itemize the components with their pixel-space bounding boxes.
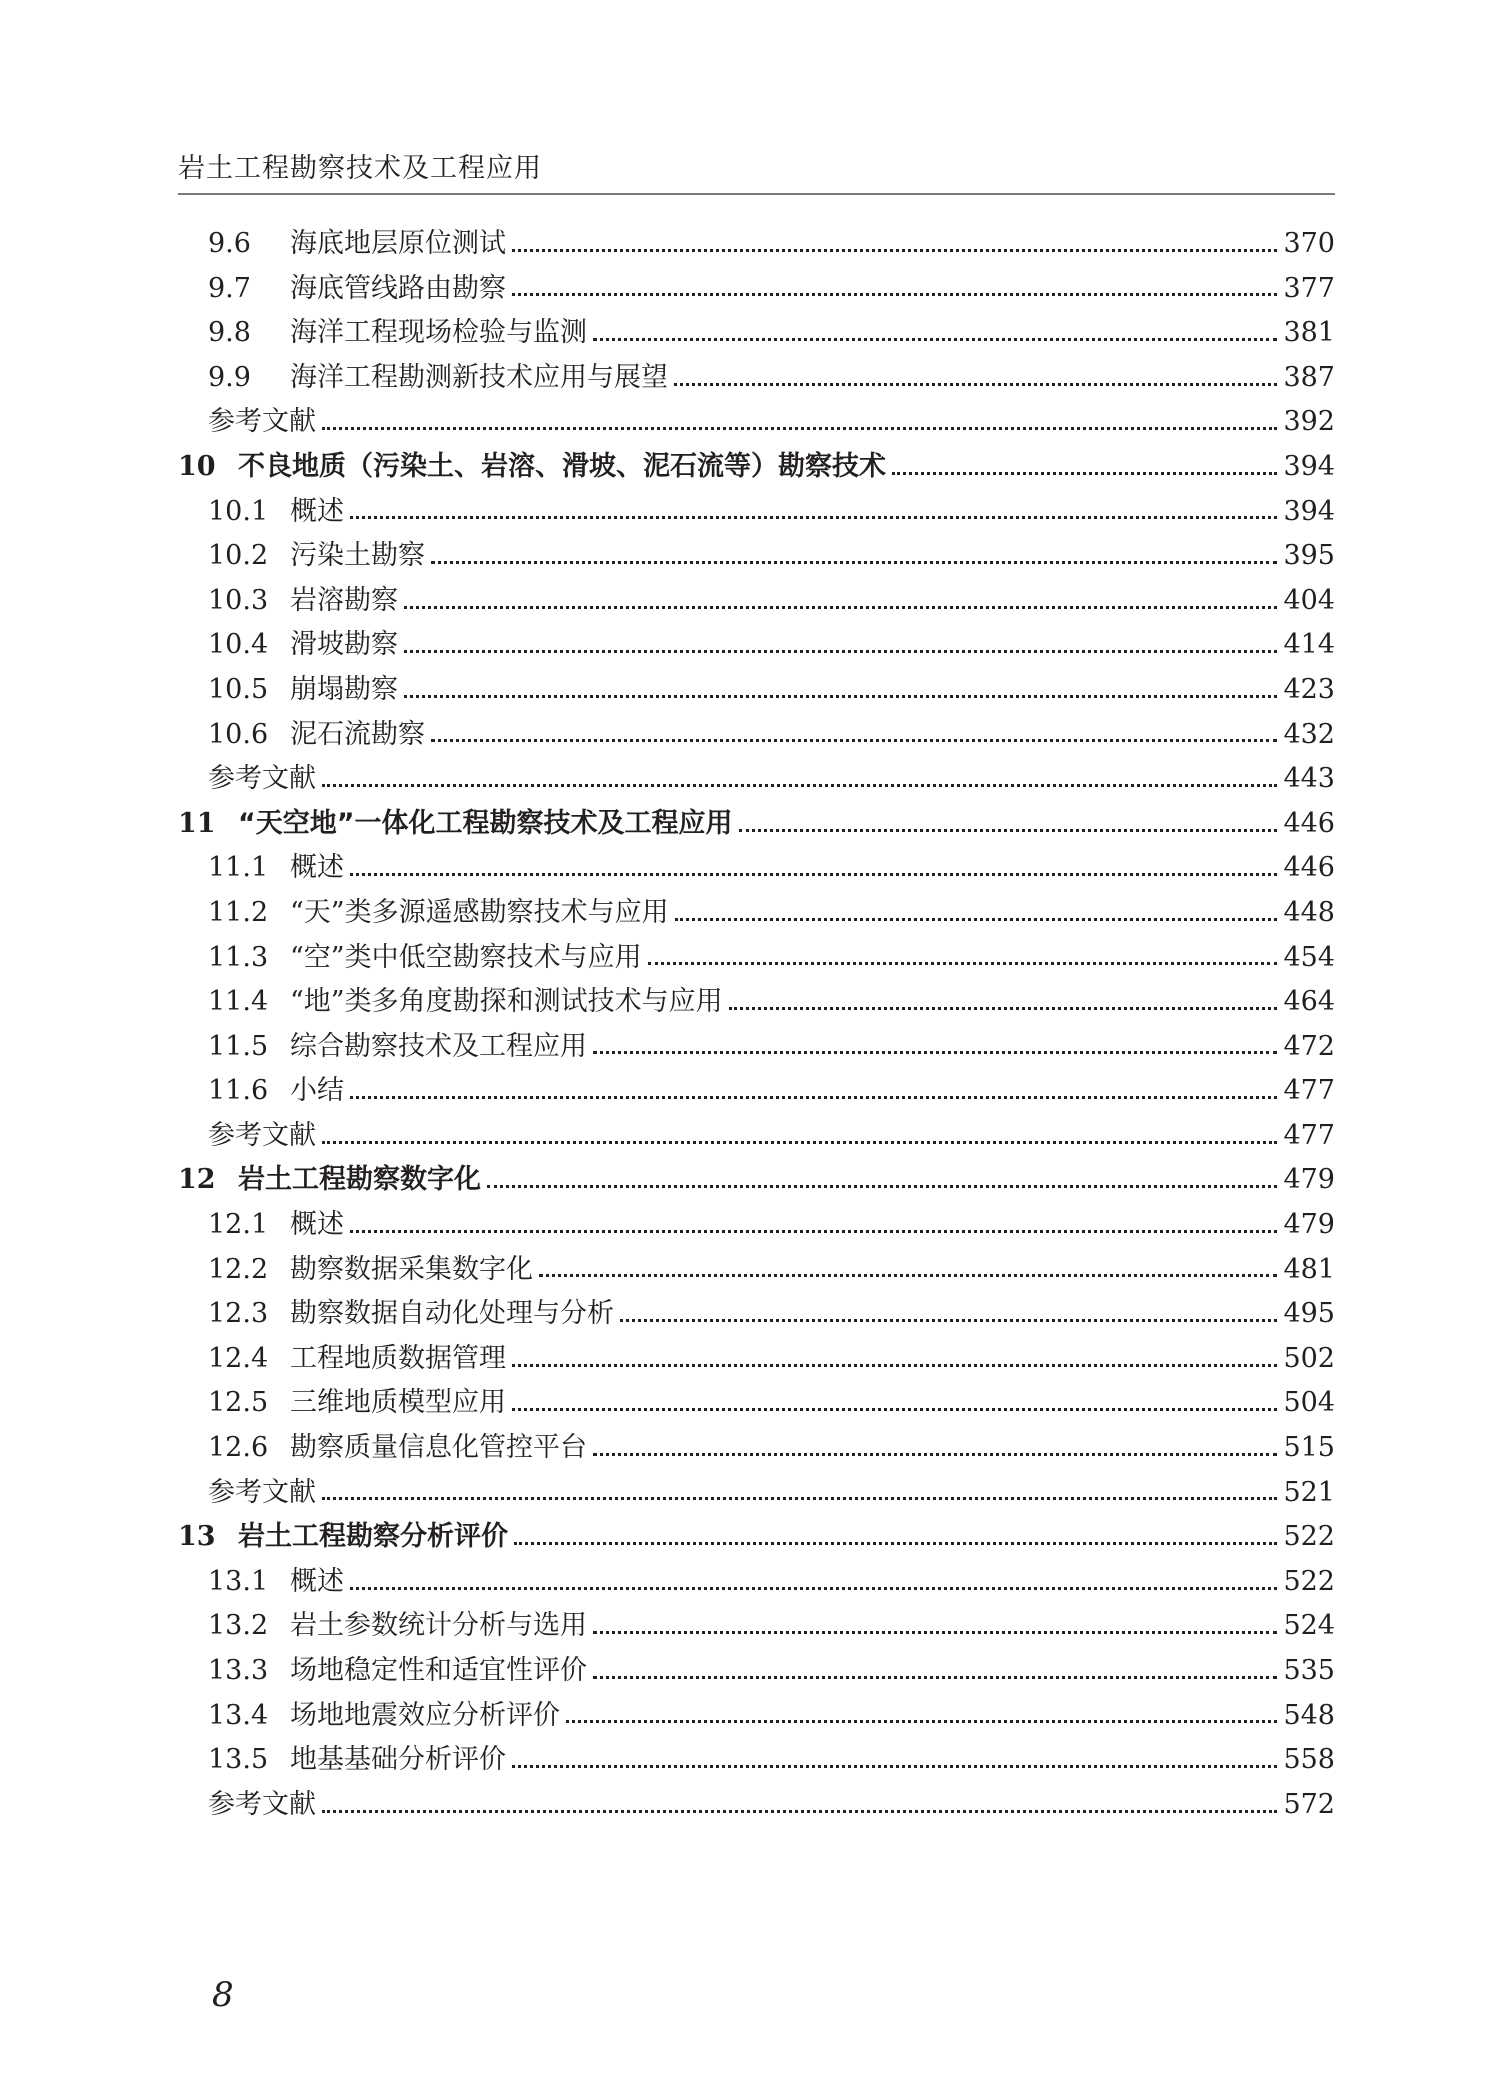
toc-section-entry[interactable] [178,1738,1335,1783]
toc-entry-page: 404 [1283,584,1335,616]
toc-section-entry[interactable] [178,1560,1335,1605]
dot-leader [350,1587,1277,1590]
toc-section-entry[interactable] [178,579,1335,624]
dot-leader [648,962,1278,965]
dot-leader [512,1408,1277,1411]
toc-chapter-entry[interactable] [178,445,1335,490]
toc-entry-title: 岩土工程勘察分析评价 [238,1521,508,1553]
toc-entry-number: 11 [178,807,216,839]
toc-entry-page: 504 [1283,1387,1335,1419]
toc-section-entry[interactable] [178,1381,1335,1426]
toc-entry-title: 海洋工程勘测新技术应用与展望 [290,361,668,393]
toc-references-entry[interactable] [178,1783,1335,1828]
toc-entry-title: 参考文献 [208,1119,316,1151]
toc-section-entry[interactable] [178,668,1335,713]
toc-section-entry[interactable] [178,1337,1335,1382]
toc-entry-title: 概述 [290,852,344,884]
toc-entry-title: 岩土参数统计分析与选用 [290,1610,587,1642]
toc-entry-page: 387 [1283,361,1335,393]
toc-entry-page: 423 [1283,673,1335,705]
dot-leader [674,383,1277,386]
dot-leader [593,1676,1277,1679]
dot-leader [350,1230,1277,1233]
toc-entry-page: 515 [1283,1432,1335,1464]
toc-section-entry[interactable] [178,1426,1335,1471]
toc-entry-number: 10.4 [208,629,269,661]
toc-entry-page: 495 [1283,1298,1335,1330]
toc-entry-title: 海底管线路由勘察 [290,272,506,304]
toc-references-entry[interactable] [178,1471,1335,1516]
toc-entry-number: 12.2 [208,1253,269,1285]
dot-leader [512,1765,1277,1768]
toc-entry-page: 477 [1283,1119,1335,1151]
dot-leader [593,1051,1277,1054]
toc-entry-number: 13.1 [208,1565,269,1597]
toc-entry-page: 395 [1283,540,1335,572]
toc-entry-title: 参考文献 [208,406,316,438]
toc-section-entry[interactable] [178,936,1335,981]
toc-entry-number: 12.1 [208,1209,269,1241]
toc-entry-title: 参考文献 [208,763,316,795]
dot-leader [404,606,1277,609]
toc-entry-page: 481 [1283,1253,1335,1285]
dot-leader [620,1319,1277,1322]
toc-entry-title: 勘察数据自动化处理与分析 [290,1298,614,1330]
toc-entry-title: 海底地层原位测试 [290,228,506,259]
dot-leader [593,1453,1277,1456]
toc-entry-number: 9.7 [208,272,251,304]
toc-entry-page: 414 [1283,629,1335,661]
dot-leader [892,472,1277,475]
toc-entry-page: 524 [1283,1610,1335,1642]
toc-section-entry[interactable] [178,846,1335,891]
toc-entry-title: 小结 [290,1075,344,1107]
toc-section-entry[interactable] [178,1069,1335,1114]
dot-leader [512,249,1277,252]
toc-section-entry[interactable] [178,534,1335,579]
toc-section-entry[interactable] [178,1292,1335,1337]
toc-entry-page: 479 [1283,1209,1335,1241]
dot-leader [322,1810,1277,1813]
toc-entry-number: 10.1 [208,495,269,527]
dot-leader [512,293,1277,296]
dot-leader [593,1631,1277,1634]
toc-references-entry[interactable] [178,400,1335,445]
toc-entry-number: 10.6 [208,718,269,750]
toc-section-entry[interactable] [178,356,1335,401]
toc-entry-number: 13.5 [208,1744,269,1776]
toc-section-entry[interactable] [178,267,1335,312]
toc-references-entry[interactable] [178,757,1335,802]
toc-entry-number: 12.6 [208,1432,269,1464]
toc-entry-title: 场地地震效应分析评价 [290,1699,560,1731]
toc-entry-number: 9.6 [208,228,251,259]
dot-leader [322,784,1277,787]
toc-entry-page: 558 [1283,1744,1335,1776]
toc-entry-page: 454 [1283,941,1335,973]
toc-entry-page: 522 [1283,1521,1335,1553]
toc-entry-number: 13 [178,1521,216,1553]
toc-entry-title: 岩溶勘察 [290,584,398,616]
toc-entry-title: 三维地质模型应用 [290,1387,506,1419]
toc-entry-number: 9.8 [208,317,251,349]
toc-entry-page: 432 [1283,718,1335,750]
dot-leader [593,338,1277,341]
dot-leader [322,1497,1277,1500]
toc-entry-page: 472 [1283,1030,1335,1062]
toc-entry-number: 13.3 [208,1655,269,1686]
toc-section-entry[interactable] [178,713,1335,758]
toc-entry-number: 11.2 [208,896,269,928]
toc-entry-title: 岩土工程勘察数字化 [238,1164,481,1196]
toc-entry-title: 泥石流勘察 [290,718,425,750]
toc-entry-number: 10.5 [208,673,269,705]
toc-entry-number: 10 [178,450,216,482]
toc-entry-number: 9.9 [208,361,251,393]
toc-entry-number: 11.5 [208,1030,269,1062]
toc-section-entry[interactable] [178,1649,1335,1694]
toc-section-entry[interactable] [178,222,1335,267]
toc-entry-page: 446 [1283,852,1335,884]
toc-entry-title: “空”类中低空勘察技术与应用 [290,941,642,973]
dot-leader [512,1364,1277,1367]
dot-leader [350,873,1277,876]
table-of-contents [178,222,1335,1827]
toc-entry-page: 446 [1283,807,1335,839]
toc-entry-title: 勘察数据采集数字化 [290,1253,533,1285]
toc-entry-title: 参考文献 [208,1476,316,1508]
dot-leader [566,1720,1277,1723]
page-number: 8 [212,1975,234,2015]
toc-entry-number: 11.3 [208,941,269,973]
toc-entry-title: 参考文献 [208,1788,316,1820]
toc-entry-page: 535 [1283,1655,1335,1686]
toc-entry-page: 502 [1283,1342,1335,1374]
dot-leader [431,739,1277,742]
toc-entry-title: 海洋工程现场检验与监测 [290,317,587,349]
toc-entry-number: 11.6 [208,1075,269,1107]
toc-entry-number: 12 [178,1164,216,1196]
toc-section-entry[interactable] [178,1694,1335,1739]
toc-entry-title: 概述 [290,495,344,527]
toc-entry-page: 572 [1283,1788,1335,1820]
toc-entry-page: 477 [1283,1075,1335,1107]
toc-section-entry[interactable] [178,891,1335,936]
toc-entry-page: 443 [1283,763,1335,795]
toc-chapter-entry[interactable] [178,1515,1335,1560]
dot-leader [322,1141,1277,1144]
toc-entry-page: 522 [1283,1565,1335,1597]
toc-entry-page: 394 [1283,450,1335,482]
toc-section-entry[interactable] [178,311,1335,356]
toc-entry-title: 概述 [290,1565,344,1597]
toc-entry-page: 370 [1283,228,1335,259]
dot-leader [729,1007,1278,1010]
toc-entry-page: 479 [1283,1164,1335,1196]
dot-leader [514,1542,1277,1545]
toc-entry-number: 12.3 [208,1298,269,1330]
toc-entry-page: 464 [1283,986,1335,1018]
toc-entry-title: 不良地质（污染土、岩溶、滑坡、泥石流等）勘察技术 [238,450,886,482]
toc-entry-number: 13.4 [208,1699,269,1731]
toc-entry-number: 12.5 [208,1387,269,1419]
toc-entry-page: 381 [1283,317,1335,349]
toc-entry-number: 10.3 [208,584,269,616]
toc-entry-number: 11.1 [208,852,269,884]
toc-entry-title: 滑坡勘察 [290,629,398,661]
toc-entry-title: “地”类多角度勘探和测试技术与应用 [290,986,723,1018]
running-header: 岩土工程勘察技术及工程应用 [178,153,542,184]
toc-entry-title: 综合勘察技术及工程应用 [290,1030,587,1062]
toc-entry-number: 11.4 [208,986,269,1018]
dot-leader [404,650,1277,653]
toc-references-entry[interactable] [178,1114,1335,1159]
dot-leader [431,561,1277,564]
toc-entry-number: 12.4 [208,1342,269,1374]
dot-leader [739,829,1278,832]
toc-entry-page: 548 [1283,1699,1335,1731]
toc-entry-title: 场地稳定性和适宜性评价 [290,1655,587,1686]
toc-section-entry[interactable] [178,1248,1335,1293]
toc-entry-number: 10.2 [208,540,269,572]
toc-entry-page: 521 [1283,1476,1335,1508]
toc-chapter-entry[interactable] [178,1158,1335,1203]
header-rule [178,193,1335,195]
toc-entry-page: 392 [1283,406,1335,438]
toc-entry-title: 工程地质数据管理 [290,1342,506,1374]
dot-leader [487,1185,1277,1188]
toc-entry-page: 448 [1283,896,1335,928]
dot-leader [350,1096,1277,1099]
toc-section-entry[interactable] [178,1604,1335,1649]
toc-entry-page: 377 [1283,272,1335,304]
toc-section-entry[interactable] [178,490,1335,535]
toc-entry-number: 13.2 [208,1610,269,1642]
dot-leader [404,695,1277,698]
dot-leader [322,427,1277,430]
toc-chapter-entry[interactable] [178,802,1335,847]
toc-section-entry[interactable] [178,980,1335,1025]
dot-leader [675,918,1278,921]
toc-entry-page: 394 [1283,495,1335,527]
dot-leader [350,516,1277,519]
toc-section-entry[interactable] [178,1025,1335,1070]
toc-entry-title: 崩塌勘察 [290,673,398,705]
toc-entry-title: 概述 [290,1209,344,1241]
toc-entry-title: “天空地”一体化工程勘察技术及工程应用 [238,807,733,839]
toc-section-entry[interactable] [178,1203,1335,1248]
toc-entry-title: 污染土勘察 [290,540,425,572]
dot-leader [539,1274,1277,1277]
toc-entry-title: “天”类多源遥感勘察技术与应用 [290,896,669,928]
toc-entry-title: 勘察质量信息化管控平台 [290,1432,587,1464]
toc-section-entry[interactable] [178,623,1335,668]
toc-entry-title: 地基基础分析评价 [290,1744,506,1776]
